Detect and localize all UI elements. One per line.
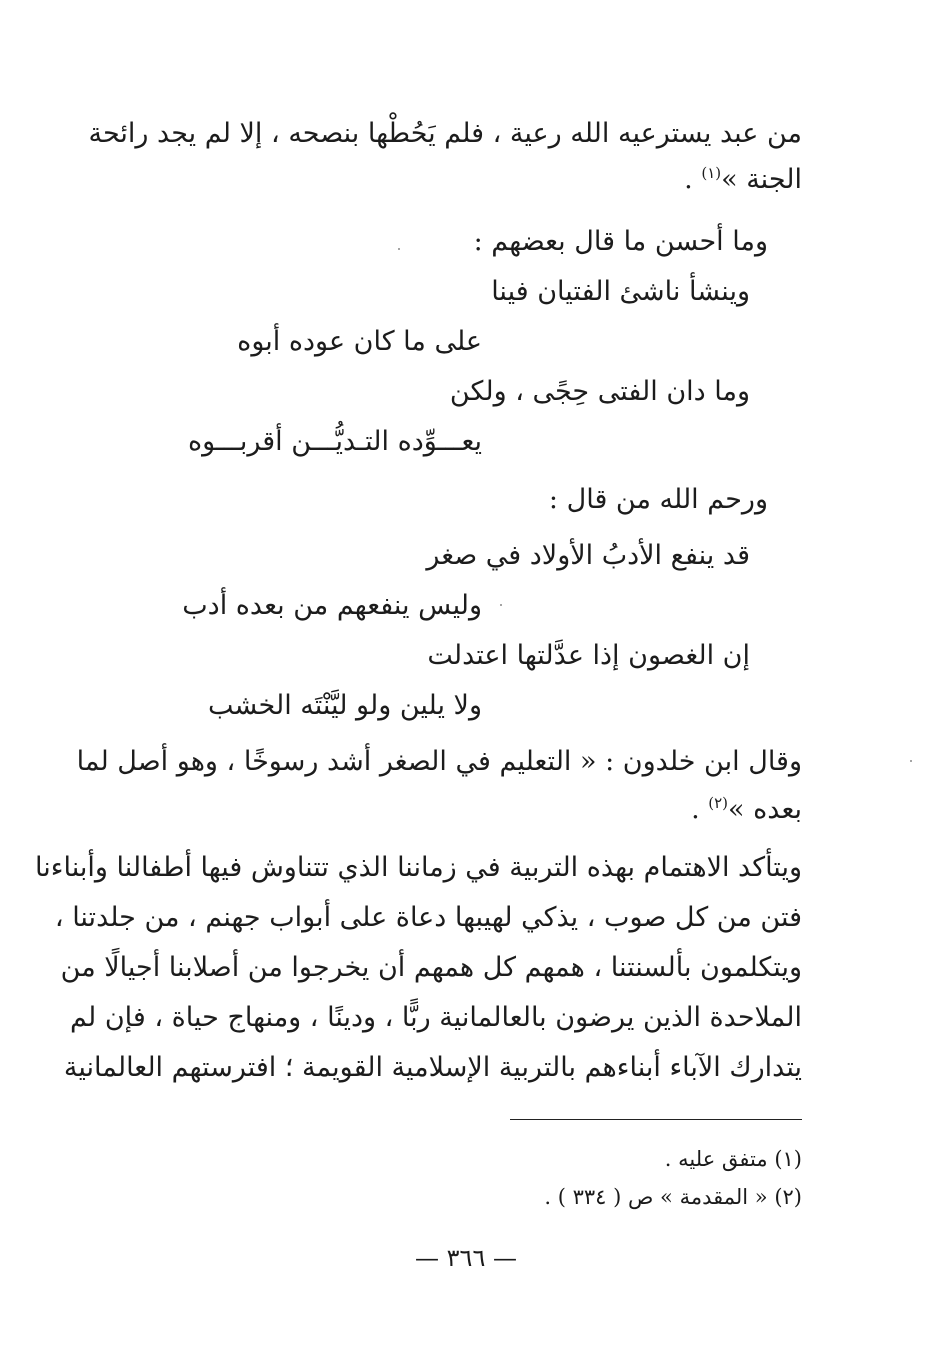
verse-second-hemistich: يعـــوِّده التـديُّـــن أقربـــوه [188, 426, 482, 457]
footnote-ref: (٢) [708, 794, 729, 812]
verse-first-hemistich: إن الغصون إذا عدَّلتها اعتدلت [427, 640, 750, 671]
punctuation: . [691, 794, 709, 825]
poem-intro: ورحم الله من قال : [548, 484, 768, 515]
footnote-number: (١) [774, 1147, 802, 1171]
footnote-text: « المقدمة » ص ( ٣٣٤ ) . [544, 1185, 768, 1209]
footnote-text: متفق عليه . [664, 1147, 768, 1171]
body-line: الملاحدة الذين يرضون بالعالمانية ربًّا ، ودينًا ، ومنهاج حياة ، فإن لم [70, 1002, 802, 1033]
body-line: من عبد يسترعيه الله رعية ، فلم يَحُطْها بنصحه ، إلا لم يجد رائحة [88, 118, 802, 149]
footnote [400, 1182, 802, 1212]
quote-text: بعده » [728, 794, 802, 825]
verse-second-hemistich: ولا يلين ولو ليَّنْتَه الخشب [207, 690, 482, 721]
body-line: ويتأكد الاهتمام بهذه التربية في زماننا الذي تتناوش فيها أطفالنا وأبناءنا [35, 852, 802, 883]
verse-second-hemistich: على ما كان عوده أبوه [237, 326, 482, 357]
body-line: فتن من كل صوب ، يذكي لهيبها دعاة على أبواب جهنم ، من جلدتنا ، [54, 902, 802, 933]
footnote-ref: (١) [701, 164, 722, 182]
footnote-number: (٢) [774, 1185, 802, 1209]
footnote-separator [510, 1119, 802, 1120]
body-line: ويتكلمون بألسنتنا ، همهم كل همهم أن يخرجوا من أصلابنا أجيالًا من [60, 952, 802, 983]
body-line: وقال ابن خلدون : « التعليم في الصغر أشد رسوخًا ، وهو أصل لما [76, 746, 802, 777]
scan-speck [398, 248, 400, 250]
verse-first-hemistich: وينشأ ناشئ الفتيان فينا [491, 276, 750, 307]
scan-speck [500, 604, 502, 606]
footnote [400, 1144, 802, 1174]
quote-text: الجنة » [721, 164, 802, 195]
punctuation: . [684, 164, 702, 195]
body-line [108, 160, 802, 200]
verse-first-hemistich: قد ينفع الأدبُ الأولاد في صغر [426, 540, 750, 571]
verse-first-hemistich: وما دان الفتى حِجًى ، ولكن [449, 376, 750, 407]
scan-speck [910, 760, 912, 762]
poem-intro: وما أحسن ما قال بعضهم : [473, 226, 768, 257]
body-line [108, 790, 802, 830]
verse-second-hemistich: وليس ينفعهم من بعده أدب [182, 590, 482, 621]
body-line: يتدارك الآباء أبناءهم بالتربية الإسلامية القويمة ؛ افترستهم العالمانية [63, 1052, 802, 1083]
page-number: — ٣٦٦ — [415, 1244, 517, 1272]
